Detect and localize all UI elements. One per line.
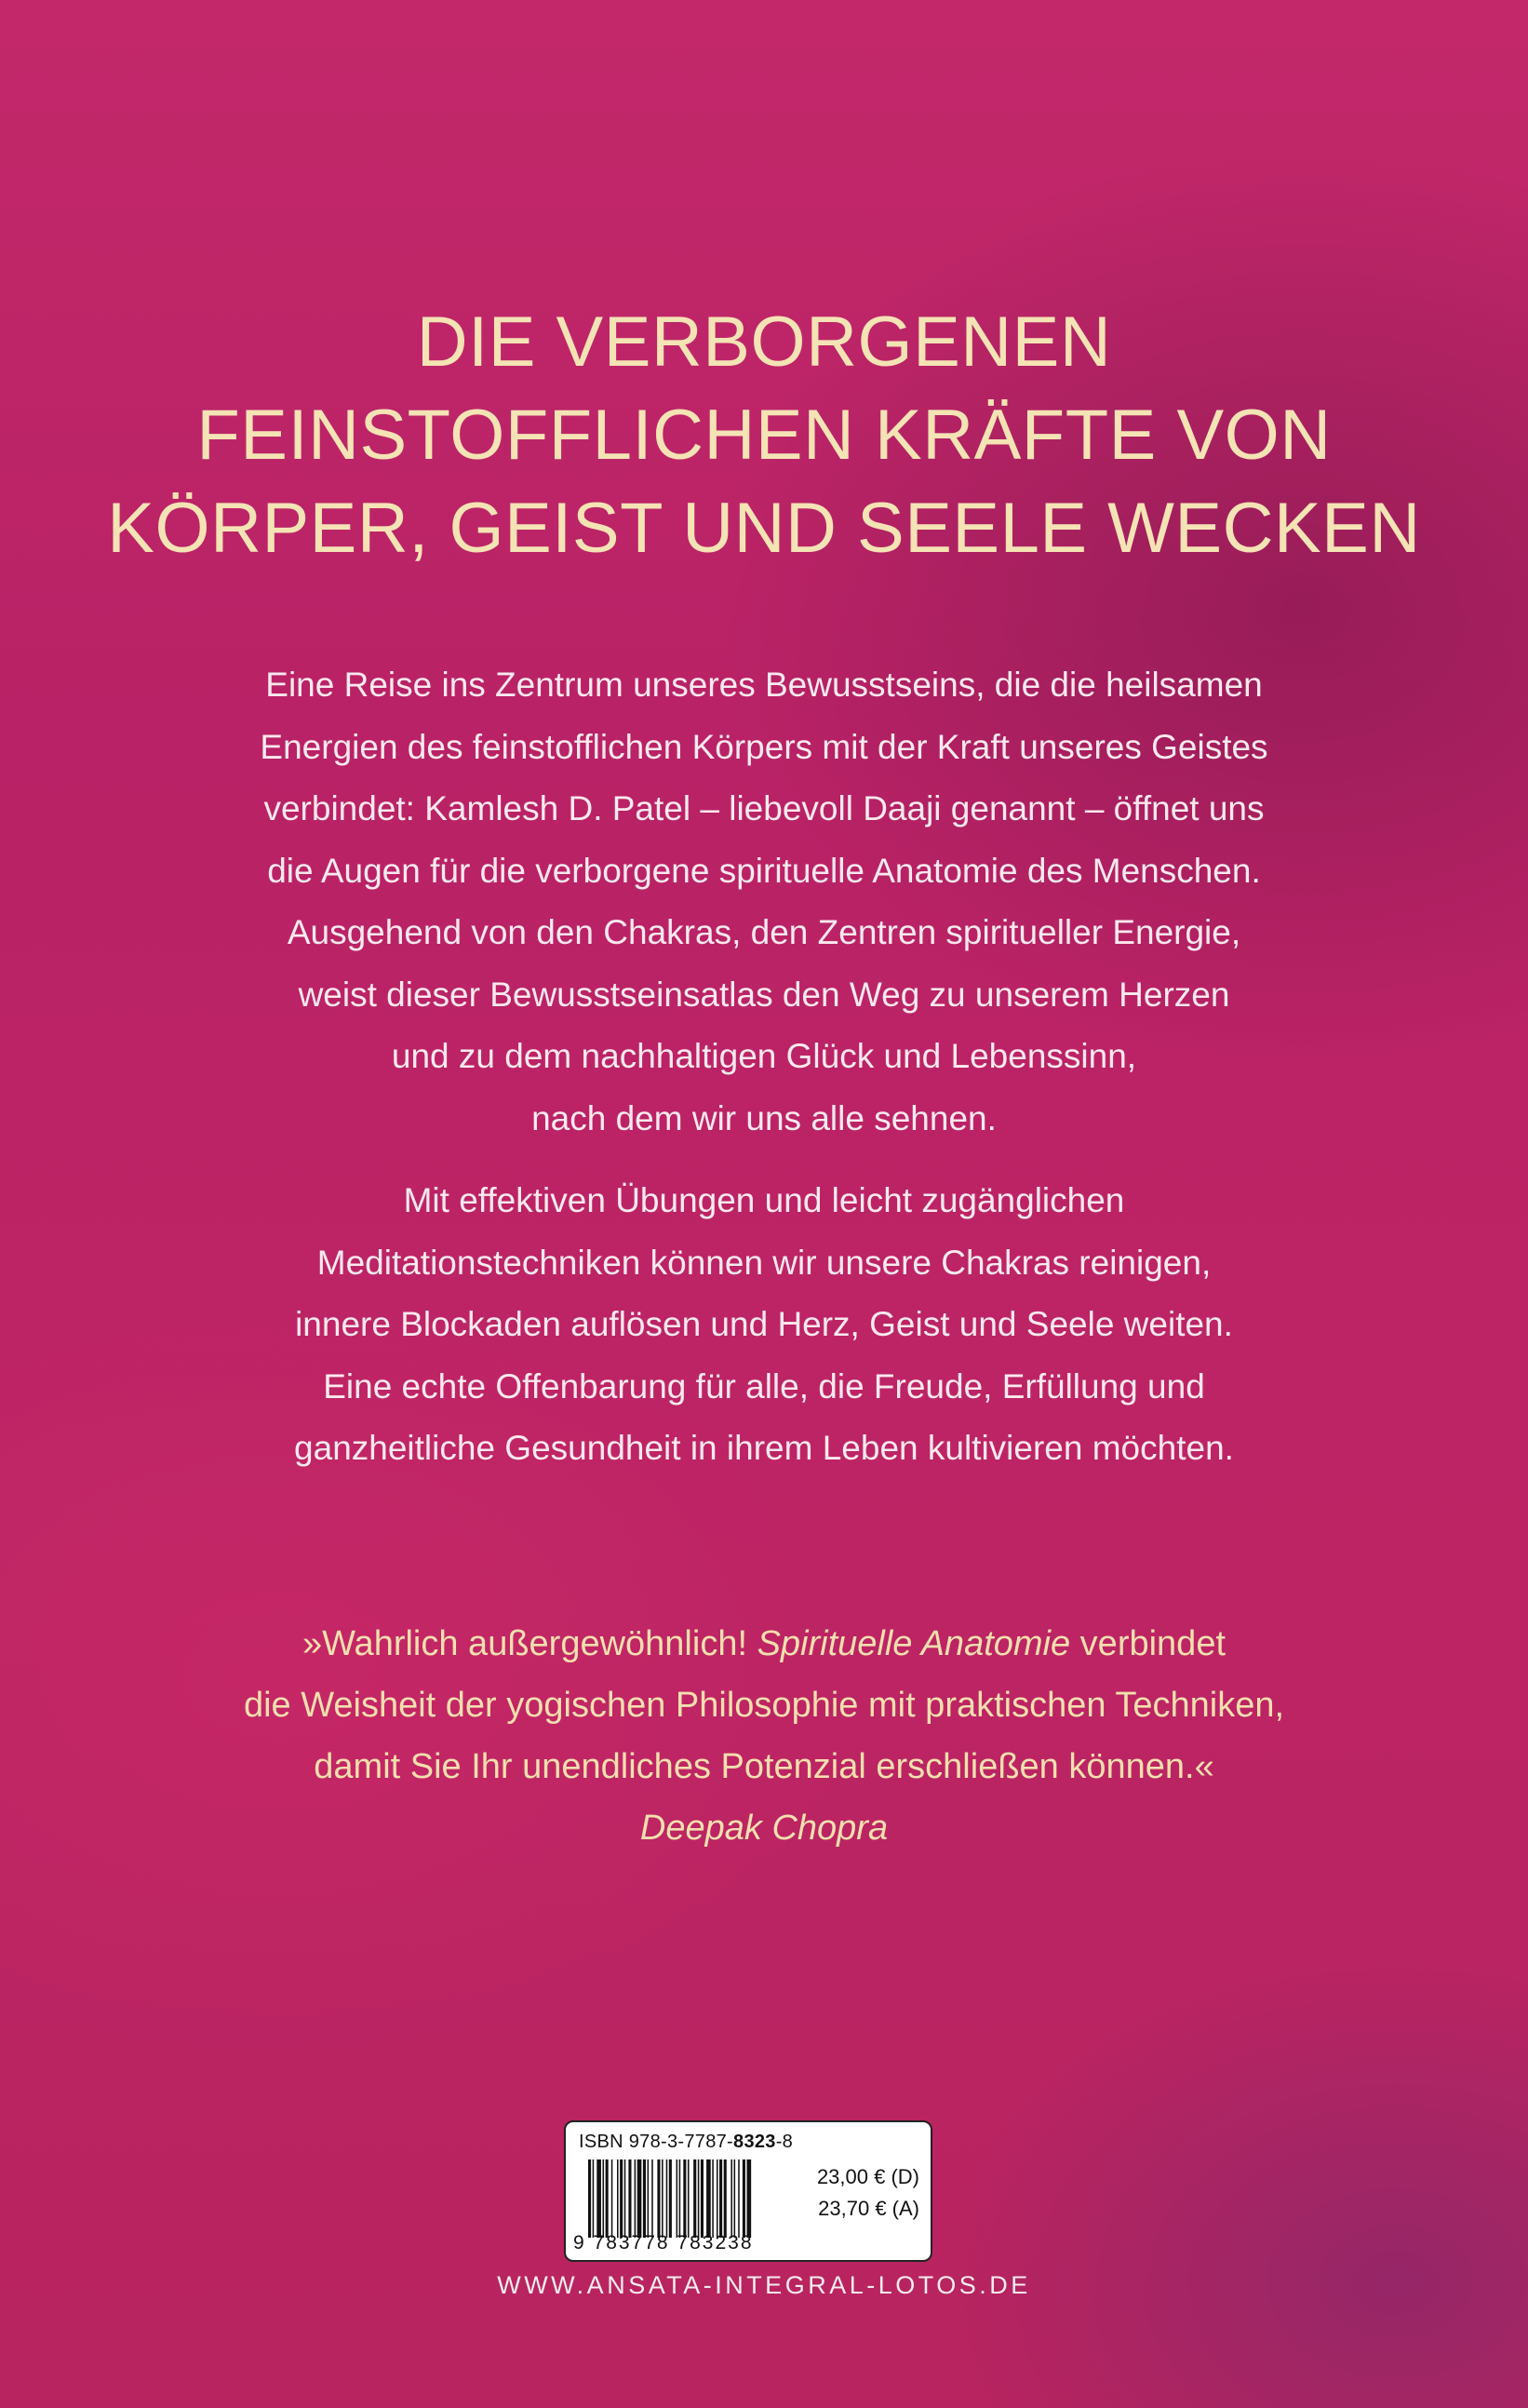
quote-text: »Wahrlich außergewöhnlich! xyxy=(302,1624,757,1663)
paragraph-line: und zu dem nachhaltigen Glück und Lebenssinn, xyxy=(391,1037,1137,1075)
paragraph-line: Energien des feinstofflichen Körpers mit der Kraft unseres Geistes xyxy=(260,727,1268,766)
paragraph-line: Eine Reise ins Zentrum unseres Bewusstseins, die die heilsamen xyxy=(265,666,1263,704)
headline-line: DIE VERBORGENEN xyxy=(416,303,1112,382)
quote-line xyxy=(0,1613,1528,1675)
barcode-bars xyxy=(586,2159,806,2238)
author-name: Deepak Chopra xyxy=(639,1809,889,1848)
paragraph-line: nach dem wir uns alle sehnen. xyxy=(531,1098,997,1137)
book-title: Spirituelle Anatomie xyxy=(757,1624,1071,1663)
isbn-text xyxy=(579,2132,793,2153)
price-austria: 23,70 € (A) xyxy=(818,2197,919,2220)
paragraph-line: die Augen für die verborgene spirituelle Anatomie des Menschen. xyxy=(267,851,1261,890)
quote-line: damit Sie Ihr unendliches Potenzial erschließen können.« xyxy=(314,1747,1214,1786)
paragraph-line: ganzheitliche Gesundheit in ihrem Leben kultivieren möchten. xyxy=(294,1429,1234,1467)
endorsement-quote xyxy=(0,1613,1528,1859)
quote-author xyxy=(0,1797,1528,1859)
paragraph-line: innere Blockaden auflösen und Herz, Geist und Seele weiten. xyxy=(295,1305,1233,1343)
barcode-label xyxy=(564,2120,932,2262)
paragraph-line: Meditationstechniken können wir unsere Chakras reinigen, xyxy=(316,1243,1212,1282)
paragraph-line: verbindet: Kamlesh D. Patel – liebevoll Daaji genannt – öffnet uns xyxy=(263,789,1265,827)
paragraph-line: Mit effektiven Übungen und leicht zugänglichen xyxy=(403,1181,1125,1219)
quote-line: die Weisheit der yogischen Philosophie mit praktischen Techniken, xyxy=(243,1686,1285,1725)
isbn-prefix: ISBN 978-3-7787- xyxy=(579,2132,734,2152)
description-paragraph-2 xyxy=(0,1170,1528,1480)
quote-text: verbindet xyxy=(1070,1624,1226,1663)
headline-line: FEINSTOFFLICHEN KRÄFTE VON xyxy=(196,396,1332,475)
price-germany: 23,00 € (D) xyxy=(816,2165,919,2188)
description-paragraph-1 xyxy=(0,654,1528,1150)
paragraph-line: weist dieser Bewusstseinsatlas den Weg zu unserem Herzen xyxy=(298,975,1230,1014)
headline-line: KÖRPER, GEIST UND SEELE WECKEN xyxy=(107,489,1421,568)
isbn-bold: 8323 xyxy=(733,2132,776,2152)
paragraph-line: Ausgehend von den Chakras, den Zentren spiritueller Energie, xyxy=(287,913,1241,951)
barcode-digits: 9 783778 783238 xyxy=(573,2232,754,2253)
paragraph-line: Eine echte Offenbarung für alle, die Freude, Erfüllung und xyxy=(323,1366,1205,1406)
headline xyxy=(0,296,1528,575)
isbn-suffix: -8 xyxy=(775,2132,794,2152)
publisher-website: WWW.ANSATA-INTEGRAL-LOTOS.DE xyxy=(497,2271,1031,2299)
